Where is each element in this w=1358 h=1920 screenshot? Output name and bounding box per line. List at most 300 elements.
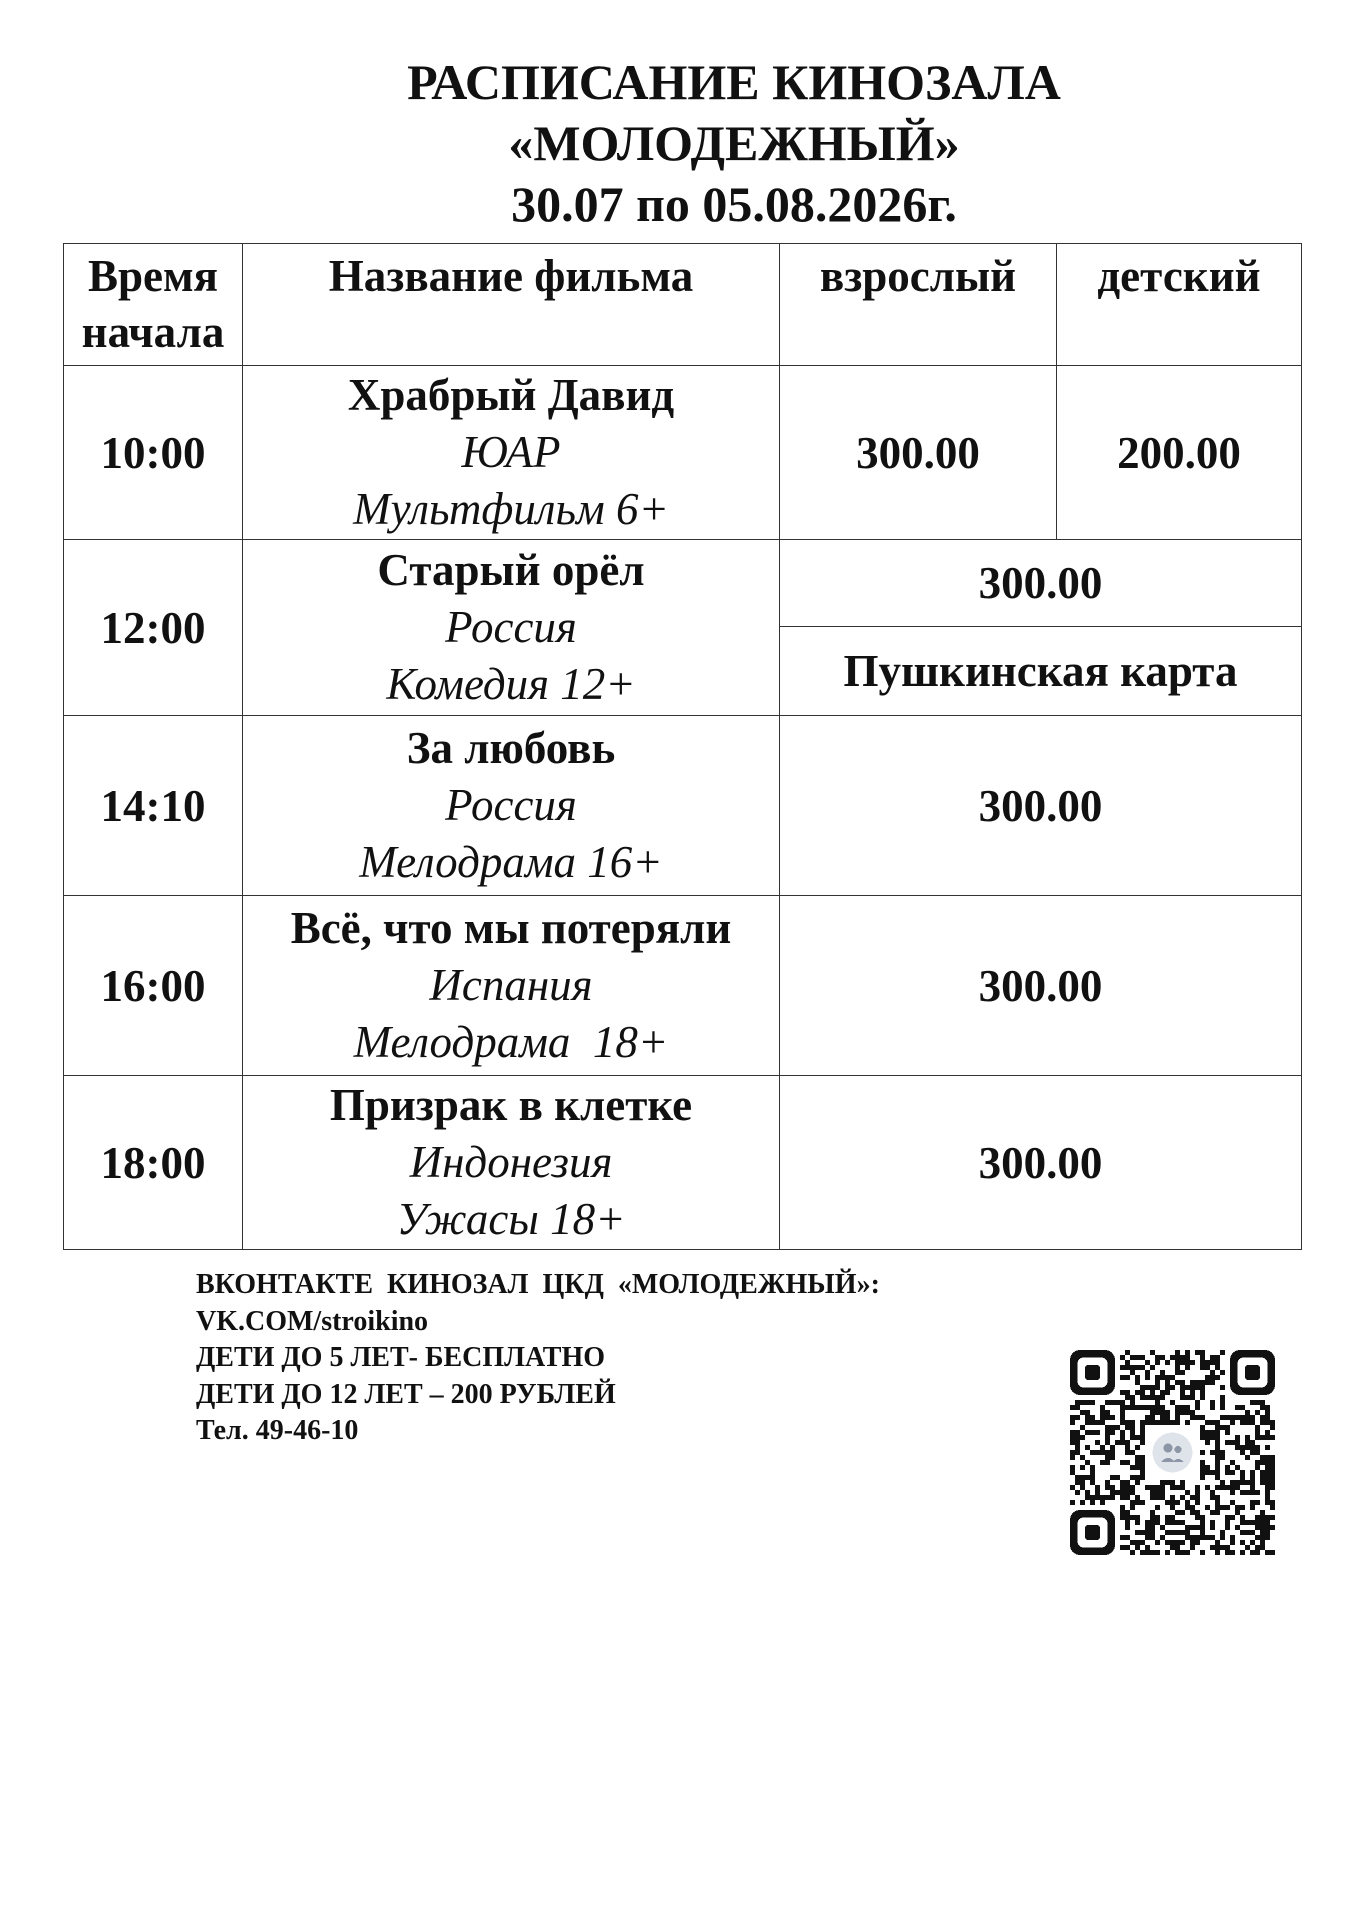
header-start-time-line-1: Время [87, 251, 218, 301]
qr-module [1145, 1530, 1150, 1535]
qr-module [1180, 1495, 1185, 1500]
qr-module [1170, 1505, 1175, 1510]
qr-module [1265, 1415, 1270, 1420]
qr-module [1210, 1435, 1215, 1440]
qr-module [1070, 1455, 1075, 1460]
qr-module [1090, 1430, 1095, 1435]
qr-module [1260, 1455, 1265, 1460]
qr-module [1240, 1405, 1245, 1410]
qr-module [1220, 1405, 1225, 1410]
film-country: Испания [429, 960, 593, 1010]
qr-module [1135, 1530, 1140, 1535]
qr-module [1125, 1445, 1130, 1450]
qr-module [1105, 1485, 1110, 1490]
qr-module [1130, 1425, 1135, 1430]
qr-code[interactable] [1070, 1350, 1275, 1555]
qr-module [1100, 1415, 1105, 1420]
qr-module [1110, 1490, 1115, 1495]
qr-module [1100, 1405, 1105, 1410]
qr-module [1125, 1350, 1130, 1355]
qr-module [1145, 1370, 1150, 1375]
qr-module [1090, 1500, 1095, 1505]
qr-module [1155, 1355, 1160, 1360]
qr-module [1125, 1450, 1130, 1455]
qr-module [1215, 1425, 1220, 1430]
qr-module [1130, 1505, 1135, 1510]
qr-module [1120, 1415, 1125, 1420]
qr-module [1160, 1410, 1165, 1415]
qr-module [1185, 1385, 1190, 1390]
qr-module [1255, 1445, 1260, 1450]
qr-module [1155, 1505, 1160, 1510]
qr-module [1135, 1365, 1140, 1370]
qr-module [1260, 1480, 1265, 1485]
qr-module [1255, 1450, 1260, 1455]
footer-vk-link[interactable]: VK.COM/stroikino [196, 1305, 429, 1337]
qr-module [1205, 1465, 1210, 1470]
qr-module [1185, 1410, 1190, 1415]
qr-module [1255, 1400, 1260, 1405]
qr-module [1070, 1450, 1075, 1455]
qr-module [1135, 1480, 1140, 1485]
qr-module [1270, 1515, 1275, 1520]
qr-module [1095, 1495, 1100, 1500]
qr-module [1205, 1365, 1210, 1370]
qr-module [1095, 1440, 1100, 1445]
qr-module [1140, 1355, 1145, 1360]
qr-module [1230, 1485, 1235, 1490]
qr-module [1235, 1405, 1240, 1410]
qr-module [1250, 1490, 1255, 1495]
qr-module [1270, 1475, 1275, 1480]
qr-module [1200, 1360, 1205, 1365]
qr-module [1190, 1385, 1195, 1390]
qr-module [1150, 1520, 1155, 1525]
qr-module [1170, 1355, 1175, 1360]
table-row [64, 1076, 1302, 1250]
qr-module [1230, 1515, 1235, 1520]
qr-module [1085, 1420, 1090, 1425]
qr-module [1165, 1420, 1170, 1425]
qr-module [1070, 1470, 1075, 1475]
qr-module [1080, 1485, 1085, 1490]
qr-module [1155, 1380, 1160, 1385]
qr-module [1240, 1450, 1245, 1455]
qr-module [1255, 1500, 1260, 1505]
qr-module [1155, 1485, 1160, 1490]
qr-module [1195, 1405, 1200, 1410]
qr-module [1190, 1495, 1195, 1500]
qr-module [1165, 1550, 1170, 1555]
qr-module [1125, 1510, 1130, 1515]
qr-module [1150, 1510, 1155, 1515]
qr-module [1120, 1545, 1125, 1550]
qr-module [1245, 1520, 1250, 1525]
qr-module [1215, 1375, 1220, 1380]
qr-module [1195, 1510, 1200, 1515]
qr-module [1165, 1390, 1170, 1395]
qr-module [1160, 1355, 1165, 1360]
qr-module [1215, 1355, 1220, 1360]
qr-module [1155, 1550, 1160, 1555]
qr-module [1085, 1410, 1090, 1415]
qr-module [1225, 1525, 1230, 1530]
qr-module [1230, 1440, 1235, 1445]
qr-module [1125, 1485, 1130, 1490]
qr-module [1215, 1440, 1220, 1445]
qr-module [1120, 1400, 1125, 1405]
qr-module [1175, 1415, 1180, 1420]
film-genre: Ужасы 18+ [396, 1194, 626, 1244]
qr-module [1195, 1380, 1200, 1385]
qr-module [1140, 1500, 1145, 1505]
qr-module [1225, 1505, 1230, 1510]
qr-module [1230, 1415, 1235, 1420]
qr-module [1225, 1485, 1230, 1490]
qr-module [1130, 1550, 1135, 1555]
qr-module [1160, 1490, 1165, 1495]
qr-module [1220, 1485, 1225, 1490]
qr-module [1140, 1385, 1145, 1390]
qr-module [1130, 1420, 1135, 1425]
qr-module [1220, 1545, 1225, 1550]
qr-module [1215, 1495, 1220, 1500]
qr-module [1070, 1405, 1075, 1410]
qr-module [1130, 1465, 1135, 1470]
qr-module [1195, 1485, 1200, 1490]
qr-module [1240, 1480, 1245, 1485]
qr-module [1255, 1430, 1260, 1435]
qr-module [1185, 1350, 1190, 1355]
qr-module [1105, 1425, 1110, 1430]
title-line-3: 30.07 по 05.08.2026г. [511, 176, 957, 232]
qr-module [1175, 1545, 1180, 1550]
qr-module [1230, 1480, 1235, 1485]
qr-module [1215, 1550, 1220, 1555]
qr-module [1220, 1425, 1225, 1430]
qr-module [1120, 1460, 1125, 1465]
film-cell [243, 1076, 780, 1250]
qr-module [1185, 1535, 1190, 1540]
qr-module [1265, 1455, 1270, 1460]
qr-module [1200, 1515, 1205, 1520]
qr-module [1180, 1480, 1185, 1485]
qr-module [1120, 1435, 1125, 1440]
qr-module [1130, 1355, 1135, 1360]
qr-module [1135, 1375, 1140, 1380]
qr-module [1095, 1450, 1100, 1455]
qr-module [1090, 1465, 1095, 1470]
qr-module [1240, 1490, 1245, 1495]
qr-module [1200, 1460, 1205, 1465]
qr-module [1100, 1450, 1105, 1455]
qr-module [1200, 1385, 1205, 1390]
qr-module [1155, 1395, 1160, 1400]
qr-module [1070, 1500, 1075, 1505]
qr-module [1080, 1455, 1085, 1460]
qr-module [1200, 1365, 1205, 1370]
qr-module [1175, 1350, 1180, 1355]
qr-module [1210, 1470, 1215, 1475]
qr-module [1095, 1420, 1100, 1425]
qr-module [1125, 1545, 1130, 1550]
qr-module [1135, 1355, 1140, 1360]
film-genre: Мелодрама 16+ [359, 837, 663, 887]
schedule-table [63, 243, 1302, 1250]
qr-module [1110, 1450, 1115, 1455]
qr-module [1270, 1485, 1275, 1490]
qr-module [1115, 1425, 1120, 1430]
qr-module [1180, 1540, 1185, 1545]
qr-module [1265, 1485, 1270, 1490]
qr-module [1255, 1535, 1260, 1540]
qr-module [1155, 1520, 1160, 1525]
qr-module [1235, 1505, 1240, 1510]
qr-module [1130, 1475, 1135, 1480]
qr-module [1180, 1485, 1185, 1490]
qr-module [1220, 1350, 1225, 1355]
qr-module [1200, 1350, 1205, 1355]
qr-module [1150, 1350, 1155, 1355]
header-adult-price: взрослый [780, 244, 1057, 366]
qr-module [1200, 1435, 1205, 1440]
qr-module [1095, 1430, 1100, 1435]
qr-module [1125, 1365, 1130, 1370]
qr-module [1210, 1495, 1215, 1500]
qr-module [1100, 1460, 1105, 1465]
film-genre: Мелодрама 18+ [353, 1017, 669, 1067]
qr-module [1230, 1490, 1235, 1495]
qr-module [1165, 1375, 1170, 1380]
qr-module [1150, 1550, 1155, 1555]
qr-module [1250, 1480, 1255, 1485]
qr-module [1165, 1540, 1170, 1545]
qr-module [1110, 1485, 1115, 1490]
qr-module [1210, 1400, 1215, 1405]
qr-module [1265, 1460, 1270, 1465]
qr-module [1105, 1455, 1110, 1460]
qr-module [1265, 1410, 1270, 1415]
qr-module [1215, 1420, 1220, 1425]
qr-module [1185, 1365, 1190, 1370]
qr-module [1135, 1465, 1140, 1470]
qr-module [1110, 1445, 1115, 1450]
qr-module [1255, 1425, 1260, 1430]
single-price: 300.00 [780, 896, 1302, 1076]
qr-module [1190, 1510, 1195, 1515]
qr-module [1150, 1515, 1155, 1520]
qr-module [1075, 1430, 1080, 1435]
qr-module [1225, 1440, 1230, 1445]
session-time: 12:00 [64, 540, 243, 716]
qr-module [1205, 1430, 1210, 1435]
qr-module [1260, 1435, 1265, 1440]
title-line-1: РАСПИСАНИЕ КИНОЗАЛА [407, 54, 1061, 110]
qr-module [1175, 1370, 1180, 1375]
qr-module [1155, 1410, 1160, 1415]
qr-module [1085, 1475, 1090, 1480]
table-row [64, 366, 1302, 540]
qr-module [1165, 1500, 1170, 1505]
single-price: 300.00 [780, 1076, 1302, 1250]
film-name: Старый орёл [377, 545, 645, 595]
qr-module [1125, 1360, 1130, 1365]
qr-module [1240, 1540, 1245, 1545]
qr-module [1210, 1510, 1215, 1515]
qr-module [1115, 1400, 1120, 1405]
qr-module [1250, 1445, 1255, 1450]
qr-module [1260, 1460, 1265, 1465]
session-time: 18:00 [64, 1076, 243, 1250]
qr-module [1235, 1445, 1240, 1450]
table-row [64, 896, 1302, 1076]
qr-module [1240, 1420, 1245, 1425]
qr-module [1150, 1410, 1155, 1415]
qr-module [1220, 1530, 1225, 1535]
qr-module [1185, 1500, 1190, 1505]
qr-module [1085, 1460, 1090, 1465]
qr-module [1100, 1410, 1105, 1415]
qr-module [1270, 1525, 1275, 1530]
qr-module [1215, 1505, 1220, 1510]
qr-module [1175, 1355, 1180, 1360]
qr-module [1250, 1500, 1255, 1505]
qr-module [1260, 1535, 1265, 1540]
qr-module [1190, 1390, 1195, 1395]
qr-module [1070, 1415, 1075, 1420]
qr-module [1265, 1435, 1270, 1440]
qr-module [1165, 1520, 1170, 1525]
qr-module [1075, 1405, 1080, 1410]
qr-module [1245, 1455, 1250, 1460]
qr-module [1125, 1425, 1130, 1430]
qr-module [1120, 1440, 1125, 1445]
film-name: Всё, что мы потеряли [290, 903, 732, 953]
qr-module [1260, 1405, 1265, 1410]
qr-module [1225, 1415, 1230, 1420]
qr-module [1090, 1480, 1095, 1485]
qr-module [1130, 1400, 1135, 1405]
qr-module [1120, 1485, 1125, 1490]
qr-module [1245, 1530, 1250, 1535]
qr-module [1180, 1360, 1185, 1365]
qr-module [1095, 1490, 1100, 1495]
page-title [0, 52, 1358, 235]
qr-module [1125, 1440, 1130, 1445]
qr-module [1245, 1440, 1250, 1445]
qr-finder-top-right [1230, 1350, 1275, 1395]
qr-module [1215, 1455, 1220, 1460]
qr-module [1125, 1520, 1130, 1525]
qr-module [1250, 1440, 1255, 1445]
qr-module [1260, 1520, 1265, 1525]
qr-module [1200, 1415, 1205, 1420]
qr-module [1180, 1395, 1185, 1400]
qr-module [1085, 1495, 1090, 1500]
qr-module [1245, 1435, 1250, 1440]
qr-module [1120, 1410, 1125, 1415]
qr-module [1205, 1485, 1210, 1490]
qr-module [1260, 1415, 1265, 1420]
qr-module [1255, 1435, 1260, 1440]
qr-module [1200, 1430, 1205, 1435]
qr-module [1270, 1470, 1275, 1475]
qr-module [1205, 1435, 1210, 1440]
qr-module [1120, 1510, 1125, 1515]
qr-module [1130, 1515, 1135, 1520]
qr-module [1175, 1410, 1180, 1415]
qr-module [1240, 1470, 1245, 1475]
film-genre: Комедия 12+ [386, 659, 636, 709]
qr-module [1140, 1550, 1145, 1555]
qr-module [1195, 1540, 1200, 1545]
qr-module [1070, 1430, 1075, 1435]
qr-module [1225, 1425, 1230, 1430]
qr-module [1250, 1415, 1255, 1420]
film-cell [243, 540, 780, 716]
qr-module [1260, 1525, 1265, 1530]
qr-module [1205, 1440, 1210, 1445]
footer-vk-heading: ВКОНТАКТЕ КИНОЗАЛ ЦКД «МОЛОДЕЖНЫЙ»: [196, 1269, 880, 1300]
qr-module [1110, 1400, 1115, 1405]
qr-module [1205, 1360, 1210, 1365]
qr-module [1155, 1385, 1160, 1390]
qr-module [1140, 1395, 1145, 1400]
session-time: 14:10 [64, 716, 243, 896]
qr-module [1175, 1405, 1180, 1410]
qr-module [1130, 1450, 1135, 1455]
header-start-time [64, 244, 243, 366]
qr-module [1220, 1505, 1225, 1510]
qr-module [1205, 1420, 1210, 1425]
qr-module [1085, 1415, 1090, 1420]
qr-module [1225, 1520, 1230, 1525]
adult-price: 300.00 [780, 366, 1057, 540]
qr-module [1180, 1530, 1185, 1535]
qr-module [1140, 1365, 1145, 1370]
qr-module [1070, 1440, 1075, 1445]
qr-module [1080, 1410, 1085, 1415]
qr-module [1225, 1550, 1230, 1555]
qr-module [1210, 1545, 1215, 1550]
qr-module [1130, 1485, 1135, 1490]
qr-module [1180, 1385, 1185, 1390]
qr-module [1255, 1410, 1260, 1415]
qr-module [1260, 1470, 1265, 1475]
qr-module [1245, 1490, 1250, 1495]
film-cell [243, 366, 780, 540]
qr-module [1080, 1435, 1085, 1440]
qr-module [1165, 1515, 1170, 1520]
qr-module [1250, 1470, 1255, 1475]
qr-module [1240, 1505, 1245, 1510]
qr-module [1145, 1405, 1150, 1410]
qr-module [1150, 1530, 1155, 1535]
qr-module [1265, 1465, 1270, 1470]
qr-module [1105, 1440, 1110, 1445]
qr-module [1235, 1465, 1240, 1470]
qr-module [1135, 1495, 1140, 1500]
qr-module [1130, 1430, 1135, 1435]
qr-module [1265, 1420, 1270, 1425]
table-row [64, 716, 1302, 896]
qr-module [1140, 1425, 1145, 1430]
qr-module [1165, 1360, 1170, 1365]
qr-module [1075, 1490, 1080, 1495]
qr-module [1265, 1515, 1270, 1520]
qr-module [1155, 1490, 1160, 1495]
qr-module [1225, 1465, 1230, 1470]
